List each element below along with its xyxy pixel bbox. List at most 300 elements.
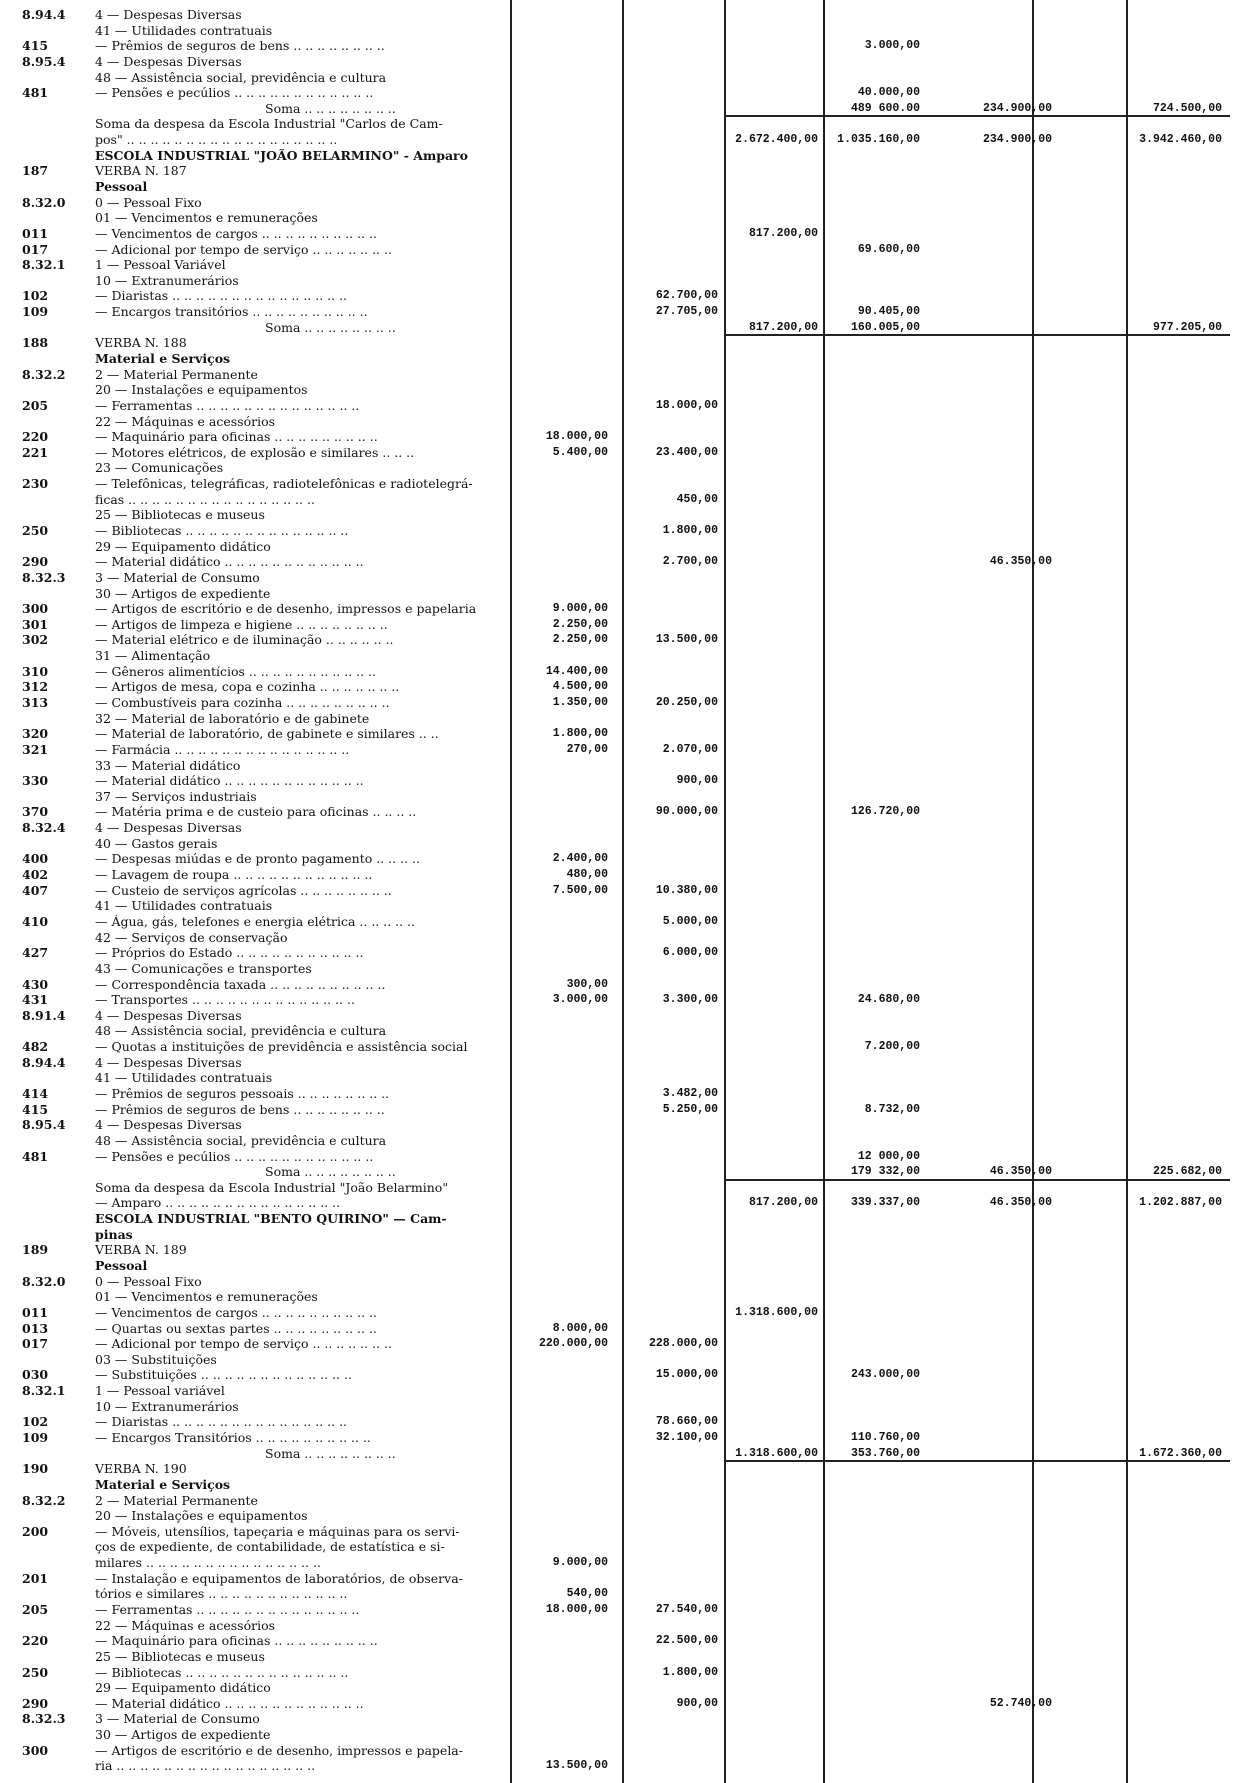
row-description: milares .. .. .. .. .. .. .. .. .. .. .. .. .. .. .. bbox=[95, 1556, 321, 1571]
row-value-c1: 4.500,00 bbox=[552, 680, 608, 694]
row-description: — Vencimentos de cargos .. .. .. .. .. .. .. .. .. .. bbox=[95, 226, 377, 241]
row-code: 321 bbox=[22, 741, 49, 757]
row-description: — Pensões e pecúlios .. .. .. .. .. .. .. .. .. .. .. .. bbox=[95, 86, 374, 101]
table-row bbox=[0, 962, 1244, 976]
row-description: — Diaristas .. .. .. .. .. .. .. .. .. .. .. .. .. .. .. bbox=[95, 289, 348, 304]
row-description: 01 — Vencimentos e remunerações bbox=[95, 211, 318, 226]
table-row bbox=[0, 8, 1244, 22]
row-description: — Material elétrico e de iluminação .. .. .. .. .. .. bbox=[95, 633, 394, 648]
row-code: 302 bbox=[22, 632, 49, 648]
table-row bbox=[0, 1103, 1244, 1117]
table-row bbox=[0, 1212, 1244, 1226]
table-row bbox=[0, 227, 1244, 241]
row-code: 414 bbox=[22, 1085, 49, 1101]
row-description: ria .. .. .. .. .. .. .. .. .. .. .. .. .. .. .. .. .. bbox=[95, 1759, 316, 1774]
row-description: 22 — Máquinas e acessórios bbox=[95, 414, 276, 429]
row-code: 330 bbox=[22, 773, 49, 789]
row-code: 290 bbox=[22, 554, 49, 570]
row-code: 415 bbox=[22, 1101, 49, 1117]
row-value-c4: 126.720,00 bbox=[850, 805, 920, 819]
table-row bbox=[0, 680, 1244, 694]
table-row bbox=[0, 117, 1244, 131]
row-value-c1: 3.000,00 bbox=[552, 993, 608, 1007]
row-value-c2: 450,00 bbox=[676, 492, 718, 506]
row-code: 8.32.1 bbox=[22, 257, 66, 273]
row-description: Soma .. .. .. .. .. .. .. .. bbox=[265, 1446, 396, 1461]
row-value-c5: 52.740,00 bbox=[989, 1696, 1052, 1710]
table-row bbox=[0, 805, 1244, 819]
table-row bbox=[0, 1666, 1244, 1680]
table-row bbox=[0, 712, 1244, 726]
row-value-c5: 46.350,00 bbox=[989, 1196, 1052, 1210]
row-code: 8.32.0 bbox=[22, 194, 66, 210]
row-description: 23 — Comunicações bbox=[95, 461, 224, 476]
table-row bbox=[0, 1290, 1244, 1304]
row-code: 187 bbox=[22, 163, 49, 179]
row-value-c2: 22.500,00 bbox=[655, 1634, 718, 1648]
row-value-c6: 977.205,00 bbox=[1152, 320, 1222, 334]
row-description: 48 — Assistência social, previdência e cultura bbox=[95, 70, 387, 85]
row-description: 41 — Utilidades contratuais bbox=[95, 899, 273, 914]
row-code: 8.32.4 bbox=[22, 820, 66, 836]
row-value-c2: 5.250,00 bbox=[662, 1102, 718, 1116]
row-code: 407 bbox=[22, 882, 49, 898]
row-code: 011 bbox=[22, 1304, 49, 1320]
table-row bbox=[0, 1228, 1244, 1242]
row-description: — Diaristas .. .. .. .. .. .. .. .. .. .. .. .. .. .. .. bbox=[95, 1415, 348, 1430]
row-description: — Adicional por tempo de serviço .. .. .. .. .. .. .. bbox=[95, 1337, 392, 1352]
table-row bbox=[0, 211, 1244, 225]
row-code: 102 bbox=[22, 288, 49, 304]
table-row bbox=[0, 649, 1244, 663]
row-code: 481 bbox=[22, 1148, 49, 1164]
row-value-c4: 12 000,00 bbox=[857, 1149, 920, 1163]
row-value-c1: 2.400,00 bbox=[552, 852, 608, 866]
row-description: 48 — Assistência social, previdência e cultura bbox=[95, 1024, 387, 1039]
table-row bbox=[0, 633, 1244, 647]
row-description: 22 — Máquinas e acessórios bbox=[95, 1618, 276, 1633]
row-code: 8.91.4 bbox=[22, 1007, 66, 1023]
row-description: 2 — Material Permanente bbox=[95, 1493, 258, 1508]
row-description: 0 — Pessoal Fixo bbox=[95, 1274, 202, 1289]
row-description: Material e Serviços bbox=[95, 1477, 231, 1492]
row-code: 250 bbox=[22, 1664, 49, 1680]
table-row bbox=[0, 1744, 1244, 1758]
table-row bbox=[0, 55, 1244, 69]
table-row bbox=[0, 978, 1244, 992]
row-value-c1: 300,00 bbox=[566, 977, 608, 991]
row-value-c5: 234.900,00 bbox=[982, 133, 1052, 147]
row-code: 102 bbox=[22, 1414, 49, 1430]
row-description: — Material didático .. .. .. .. .. .. .. .. .. .. .. .. bbox=[95, 1696, 364, 1711]
row-description: 20 — Instalações e equipamentos bbox=[95, 1509, 308, 1524]
table-row bbox=[0, 915, 1244, 929]
table-row bbox=[0, 884, 1244, 898]
row-code: 250 bbox=[22, 523, 49, 539]
row-description: — Prêmios de seguros de bens .. .. .. .. .. .. .. .. bbox=[95, 1102, 385, 1117]
table-row bbox=[0, 899, 1244, 913]
table-row bbox=[0, 1165, 1244, 1179]
row-description: — Material de laboratório, de gabinete e similares .. .. bbox=[95, 727, 439, 742]
row-code: 290 bbox=[22, 1695, 49, 1711]
row-description: 10 — Extranumerários bbox=[95, 1399, 239, 1414]
row-description: — Material didático .. .. .. .. .. .. .. .. .. .. .. .. bbox=[95, 774, 364, 789]
row-value-c4: 339.337,00 bbox=[850, 1196, 920, 1210]
row-description: — Ferramentas .. .. .. .. .. .. .. .. .. .. .. .. .. .. bbox=[95, 398, 360, 413]
row-value-c2: 3.482,00 bbox=[662, 1086, 718, 1100]
table-row bbox=[0, 102, 1244, 116]
row-description: — Custeio de serviços agrícolas .. .. .. .. .. .. .. .. bbox=[95, 883, 392, 898]
row-code: 188 bbox=[22, 335, 49, 351]
row-description: — Artigos de escritório e de desenho, impressos e papela- bbox=[95, 1743, 463, 1758]
row-description: pos" .. .. .. .. .. .. .. .. .. .. .. .. .. .. .. .. .. .. bbox=[95, 133, 338, 148]
row-description: — Artigos de mesa, copa e cozinha .. .. .. .. .. .. .. bbox=[95, 680, 400, 695]
row-description: 1 — Pessoal variável bbox=[95, 1384, 225, 1399]
row-description: — Próprios do Estado .. .. .. .. .. .. .. .. .. .. .. bbox=[95, 946, 364, 961]
row-description: 4 — Despesas Diversas bbox=[95, 821, 242, 836]
table-row bbox=[0, 383, 1244, 397]
row-description: 25 — Bibliotecas e museus bbox=[95, 1649, 265, 1664]
row-value-c2: 23.400,00 bbox=[655, 445, 718, 459]
row-code: 8.94.4 bbox=[22, 7, 66, 22]
row-description: — Pensões e pecúlios .. .. .. .. .. .. .. .. .. .. .. .. bbox=[95, 1149, 374, 1164]
row-value-c2: 20.250,00 bbox=[655, 696, 718, 710]
row-description: VERBA N. 190 bbox=[95, 1462, 187, 1477]
row-description: 29 — Equipamento didático bbox=[95, 1681, 271, 1696]
table-row bbox=[0, 368, 1244, 382]
table-row bbox=[0, 1634, 1244, 1648]
row-description: 25 — Bibliotecas e museus bbox=[95, 508, 265, 523]
table-row bbox=[0, 1759, 1244, 1773]
table-row bbox=[0, 493, 1244, 507]
row-value-c4: 353.760,00 bbox=[850, 1446, 920, 1460]
table-row bbox=[0, 24, 1244, 38]
table-row bbox=[0, 946, 1244, 960]
table-row bbox=[0, 1056, 1244, 1070]
row-description: 20 — Instalações e equipamentos bbox=[95, 383, 308, 398]
row-value-c2: 228.000,00 bbox=[648, 1337, 718, 1351]
row-code: 190 bbox=[22, 1461, 49, 1477]
row-description: — Quotas a instituições de previdência e assistência social bbox=[95, 1040, 468, 1055]
row-description: Pessoal bbox=[95, 1258, 148, 1273]
table-row bbox=[0, 555, 1244, 569]
row-description: — Maquinário para oficinas .. .. .. .. .. .. .. .. .. bbox=[95, 1634, 378, 1649]
table-row bbox=[0, 837, 1244, 851]
row-code: 300 bbox=[22, 1742, 49, 1758]
row-description: 40 — Gastos gerais bbox=[95, 836, 218, 851]
row-code: 430 bbox=[22, 976, 49, 992]
row-description: 33 — Material didático bbox=[95, 758, 241, 773]
row-value-c2: 900,00 bbox=[676, 774, 718, 788]
table-row bbox=[0, 1431, 1244, 1445]
table-row bbox=[0, 1619, 1244, 1633]
row-description: — Artigos de escritório e de desenho, impressos e papelaria bbox=[95, 602, 477, 617]
row-value-c5: 46.350,00 bbox=[989, 1165, 1052, 1179]
row-code: 8.95.4 bbox=[22, 1117, 66, 1133]
row-description: — Maquinário para oficinas .. .. .. .. .. .. .. .. .. bbox=[95, 430, 378, 445]
row-code: 312 bbox=[22, 679, 49, 695]
row-code: 189 bbox=[22, 1242, 49, 1258]
row-value-c1: 7.500,00 bbox=[552, 883, 608, 897]
row-description: 41 — Utilidades contratuais bbox=[95, 23, 273, 38]
row-description: — Instalação e equipamentos de laboratórios, de observa- bbox=[95, 1571, 463, 1586]
table-row bbox=[0, 1525, 1244, 1539]
table-row bbox=[0, 196, 1244, 210]
row-code: 109 bbox=[22, 304, 49, 320]
row-description: — Prêmios de seguros pessoais .. .. .. .. .. .. .. .. bbox=[95, 1086, 390, 1101]
row-value-c4: 243.000,00 bbox=[850, 1368, 920, 1382]
table-row bbox=[0, 289, 1244, 303]
row-value-c4: 160.005,00 bbox=[850, 320, 920, 334]
row-description: 0 — Pessoal Fixo bbox=[95, 195, 202, 210]
row-code: 8.32.3 bbox=[22, 1711, 66, 1727]
table-row bbox=[0, 39, 1244, 53]
row-value-c3: 817.200,00 bbox=[748, 1196, 818, 1210]
row-description: 10 — Extranumerários bbox=[95, 273, 239, 288]
row-description: 4 — Despesas Diversas bbox=[95, 54, 242, 69]
row-code: 482 bbox=[22, 1039, 49, 1055]
table-row bbox=[0, 602, 1244, 616]
row-description: — Lavagem de roupa .. .. .. .. .. .. .. .. .. .. .. .. bbox=[95, 868, 373, 883]
table-row bbox=[0, 1462, 1244, 1476]
row-value-c4: 7.200,00 bbox=[864, 1040, 920, 1054]
row-code: 230 bbox=[22, 476, 49, 492]
row-description: — Motores elétricos, de explosão e similares .. .. .. bbox=[95, 445, 415, 460]
row-value-c2: 62.700,00 bbox=[655, 289, 718, 303]
row-value-c4: 1.035.160,00 bbox=[837, 133, 920, 147]
table-row bbox=[0, 1322, 1244, 1336]
row-description: — Quartas ou sextas partes .. .. .. .. .. .. .. .. .. bbox=[95, 1321, 377, 1336]
table-row bbox=[0, 1384, 1244, 1398]
row-description: — Vencimentos de cargos .. .. .. .. .. .. .. .. .. .. bbox=[95, 1305, 377, 1320]
table-row bbox=[0, 743, 1244, 757]
row-code: 8.32.2 bbox=[22, 1492, 66, 1508]
row-description: — Adicional por tempo de serviço .. .. .. .. .. .. .. bbox=[95, 242, 392, 257]
row-description: tórios e similares .. .. .. .. .. .. .. .. .. .. .. .. bbox=[95, 1587, 348, 1602]
table-row bbox=[0, 415, 1244, 429]
row-code: 301 bbox=[22, 616, 49, 632]
table-row bbox=[0, 587, 1244, 601]
row-description: 4 — Despesas Diversas bbox=[95, 1118, 242, 1133]
table-row bbox=[0, 180, 1244, 194]
row-description: 41 — Utilidades contratuais bbox=[95, 1071, 273, 1086]
table-row bbox=[0, 1009, 1244, 1023]
row-value-c2: 78.660,00 bbox=[655, 1415, 718, 1429]
row-value-c1: 13.500,00 bbox=[545, 1759, 608, 1773]
row-description: — Matéria prima e de custeio para oficinas .. .. .. .. bbox=[95, 805, 417, 820]
row-code: 017 bbox=[22, 1336, 49, 1352]
table-row bbox=[0, 571, 1244, 585]
table-row bbox=[0, 1681, 1244, 1695]
row-description: — Bibliotecas .. .. .. .. .. .. .. .. .. .. .. .. .. .. bbox=[95, 1665, 349, 1680]
row-code: 410 bbox=[22, 913, 49, 929]
row-value-c1: 270,00 bbox=[566, 742, 608, 756]
table-row bbox=[0, 446, 1244, 460]
table-row bbox=[0, 86, 1244, 100]
row-description: ESCOLA INDUSTRIAL "BENTO QUIRINO" — Cam- bbox=[95, 1212, 447, 1227]
row-code: 013 bbox=[22, 1320, 49, 1336]
row-description: 37 — Serviços industriais bbox=[95, 789, 257, 804]
row-description: Soma da despesa da Escola Industrial "Carlos de Cam- bbox=[95, 117, 443, 132]
row-description: — Telefônicas, telegráficas, radiotelefônicas e radiotelegrá- bbox=[95, 477, 473, 492]
table-row bbox=[0, 1040, 1244, 1054]
table-row bbox=[0, 399, 1244, 413]
row-value-c3: 1.318.600,00 bbox=[735, 1446, 818, 1460]
table-row bbox=[0, 149, 1244, 163]
table-row bbox=[0, 508, 1244, 522]
row-value-c2: 27.540,00 bbox=[655, 1602, 718, 1616]
row-description: 29 — Equipamento didático bbox=[95, 539, 271, 554]
table-row bbox=[0, 1071, 1244, 1085]
table-row bbox=[0, 821, 1244, 835]
table-row bbox=[0, 790, 1244, 804]
row-value-c4: 69.600,00 bbox=[857, 242, 920, 256]
row-value-c2: 32.100,00 bbox=[655, 1430, 718, 1444]
row-code: 313 bbox=[22, 695, 49, 711]
row-value-c1: 14.400,00 bbox=[545, 664, 608, 678]
row-value-c1: 480,00 bbox=[566, 868, 608, 882]
row-description: 48 — Assistência social, previdência e cultura bbox=[95, 1133, 387, 1148]
table-row bbox=[0, 71, 1244, 85]
row-value-c2: 1.800,00 bbox=[662, 1665, 718, 1679]
table-row bbox=[0, 774, 1244, 788]
row-description: — Amparo .. .. .. .. .. .. .. .. .. .. .. .. .. .. .. bbox=[95, 1196, 341, 1211]
row-description: 4 — Despesas Diversas bbox=[95, 8, 242, 22]
table-row bbox=[0, 430, 1244, 444]
table-row bbox=[0, 1478, 1244, 1492]
row-code: 402 bbox=[22, 867, 49, 883]
row-value-c4: 489 600.00 bbox=[850, 101, 920, 115]
row-value-c2: 90.000,00 bbox=[655, 805, 718, 819]
row-description: 2 — Material Permanente bbox=[95, 367, 258, 382]
table-row bbox=[0, 852, 1244, 866]
table-row bbox=[0, 1181, 1244, 1195]
table-row bbox=[0, 1196, 1244, 1210]
row-description: 30 — Artigos de expediente bbox=[95, 1728, 271, 1743]
row-description: 32 — Material de laboratório e de gabinete bbox=[95, 711, 370, 726]
row-value-c1: 5.400,00 bbox=[552, 445, 608, 459]
row-code: 431 bbox=[22, 992, 49, 1008]
row-value-c1: 1.800,00 bbox=[552, 727, 608, 741]
row-description: — Material didático .. .. .. .. .. .. .. .. .. .. .. .. bbox=[95, 555, 364, 570]
row-code: 320 bbox=[22, 726, 49, 742]
row-description: — Prêmios de seguros de bens .. .. .. .. .. .. .. .. bbox=[95, 39, 385, 54]
table-row bbox=[0, 1400, 1244, 1414]
table-row bbox=[0, 1150, 1244, 1164]
row-description: — Encargos transitórios .. .. .. .. .. .. .. .. .. .. bbox=[95, 305, 368, 320]
table-row bbox=[0, 524, 1244, 538]
table-row bbox=[0, 1650, 1244, 1664]
table-row bbox=[0, 1697, 1244, 1711]
row-description: Pessoal bbox=[95, 180, 148, 194]
row-description: 1 — Pessoal Variável bbox=[95, 258, 226, 273]
row-value-c2: 2.700,00 bbox=[662, 555, 718, 569]
row-value-c2: 5.000,00 bbox=[662, 914, 718, 928]
row-value-c2: 10.380,00 bbox=[655, 883, 718, 897]
row-value-c1: 1.350,00 bbox=[552, 696, 608, 710]
table-row bbox=[0, 477, 1244, 491]
row-code: 300 bbox=[22, 601, 49, 617]
table-row bbox=[0, 665, 1244, 679]
row-description: — Água, gás, telefones e energia elétrica .. .. .. .. .. bbox=[95, 914, 416, 929]
table-row bbox=[0, 461, 1244, 475]
row-value-c4: 8.732,00 bbox=[864, 1102, 920, 1116]
table-row bbox=[0, 321, 1244, 335]
row-description: — Correspondência taxada .. .. .. .. .. .. .. .. .. .. bbox=[95, 977, 386, 992]
table-row bbox=[0, 1572, 1244, 1586]
row-description: 01 — Vencimentos e remunerações bbox=[95, 1290, 318, 1305]
row-description: ficas .. .. .. .. .. .. .. .. .. .. .. .. .. .. .. .. bbox=[95, 492, 315, 507]
row-description: 31 — Alimentação bbox=[95, 649, 211, 664]
row-description: 4 — Despesas Diversas bbox=[95, 1055, 242, 1070]
row-description: Soma .. .. .. .. .. .. .. .. bbox=[265, 320, 396, 335]
table-row bbox=[0, 1306, 1244, 1320]
row-value-c1: 8.000,00 bbox=[552, 1321, 608, 1335]
table-row bbox=[0, 1275, 1244, 1289]
row-value-c6: 225.682,00 bbox=[1152, 1165, 1222, 1179]
row-code: 205 bbox=[22, 397, 49, 413]
row-code: 415 bbox=[22, 38, 49, 54]
table-row bbox=[0, 696, 1244, 710]
row-description: ESCOLA INDUSTRIAL "JOÃO BELARMINO" - Amparo bbox=[95, 148, 468, 163]
table-row bbox=[0, 274, 1244, 288]
row-description: VERBA N. 188 bbox=[95, 336, 187, 351]
row-description: Soma .. .. .. .. .. .. .. .. bbox=[265, 1165, 396, 1180]
table-row bbox=[0, 258, 1244, 272]
table-row bbox=[0, 759, 1244, 773]
row-description: — Despesas miúdas e de pronto pagamento .. .. .. .. bbox=[95, 852, 420, 867]
table-row bbox=[0, 1353, 1244, 1367]
row-value-c4: 40.000,00 bbox=[857, 86, 920, 100]
table-row bbox=[0, 164, 1244, 178]
table-row bbox=[0, 1447, 1244, 1461]
row-code: 8.32.3 bbox=[22, 569, 66, 585]
table-row bbox=[0, 1134, 1244, 1148]
row-value-c1: 220.000,00 bbox=[538, 1337, 608, 1351]
row-value-c1: 540,00 bbox=[566, 1587, 608, 1601]
row-value-c3: 817.200,00 bbox=[748, 320, 818, 334]
row-description: — Gêneros alimentícios .. .. .. .. .. .. .. .. .. .. .. bbox=[95, 664, 377, 679]
table-row bbox=[0, 868, 1244, 882]
row-description: — Substituições .. .. .. .. .. .. .. .. .. .. .. .. .. bbox=[95, 1368, 352, 1383]
row-description: 4 — Despesas Diversas bbox=[95, 1008, 242, 1023]
row-value-c6: 1.202.887,00 bbox=[1139, 1196, 1222, 1210]
row-value-c6: 3.942.460,00 bbox=[1139, 133, 1222, 147]
row-code: 220 bbox=[22, 1633, 49, 1649]
row-value-c3: 817.200,00 bbox=[748, 226, 818, 240]
row-description: — Artigos de limpeza e higiene .. .. .. .. .. .. .. .. bbox=[95, 617, 388, 632]
table-row bbox=[0, 352, 1244, 366]
row-value-c2: 13.500,00 bbox=[655, 633, 718, 647]
table-row bbox=[0, 1087, 1244, 1101]
row-description: 03 — Substituições bbox=[95, 1352, 217, 1367]
table-row bbox=[0, 133, 1244, 147]
row-code: 200 bbox=[22, 1523, 49, 1539]
row-value-c2: 900,00 bbox=[676, 1696, 718, 1710]
row-description: 42 — Serviços de conservação bbox=[95, 930, 288, 945]
row-description: Soma .. .. .. .. .. .. .. .. bbox=[265, 101, 396, 116]
table-row bbox=[0, 1024, 1244, 1038]
row-description: VERBA N. 187 bbox=[95, 164, 187, 179]
row-description: — Farmácia .. .. .. .. .. .. .. .. .. .. .. .. .. .. .. bbox=[95, 742, 350, 757]
table-row bbox=[0, 1556, 1244, 1570]
row-code: 310 bbox=[22, 663, 49, 679]
row-value-c2: 15.000,00 bbox=[655, 1368, 718, 1382]
row-code: 030 bbox=[22, 1367, 49, 1383]
table-row bbox=[0, 727, 1244, 741]
table-row bbox=[0, 1415, 1244, 1429]
row-value-c1: 18.000,00 bbox=[545, 1602, 608, 1616]
